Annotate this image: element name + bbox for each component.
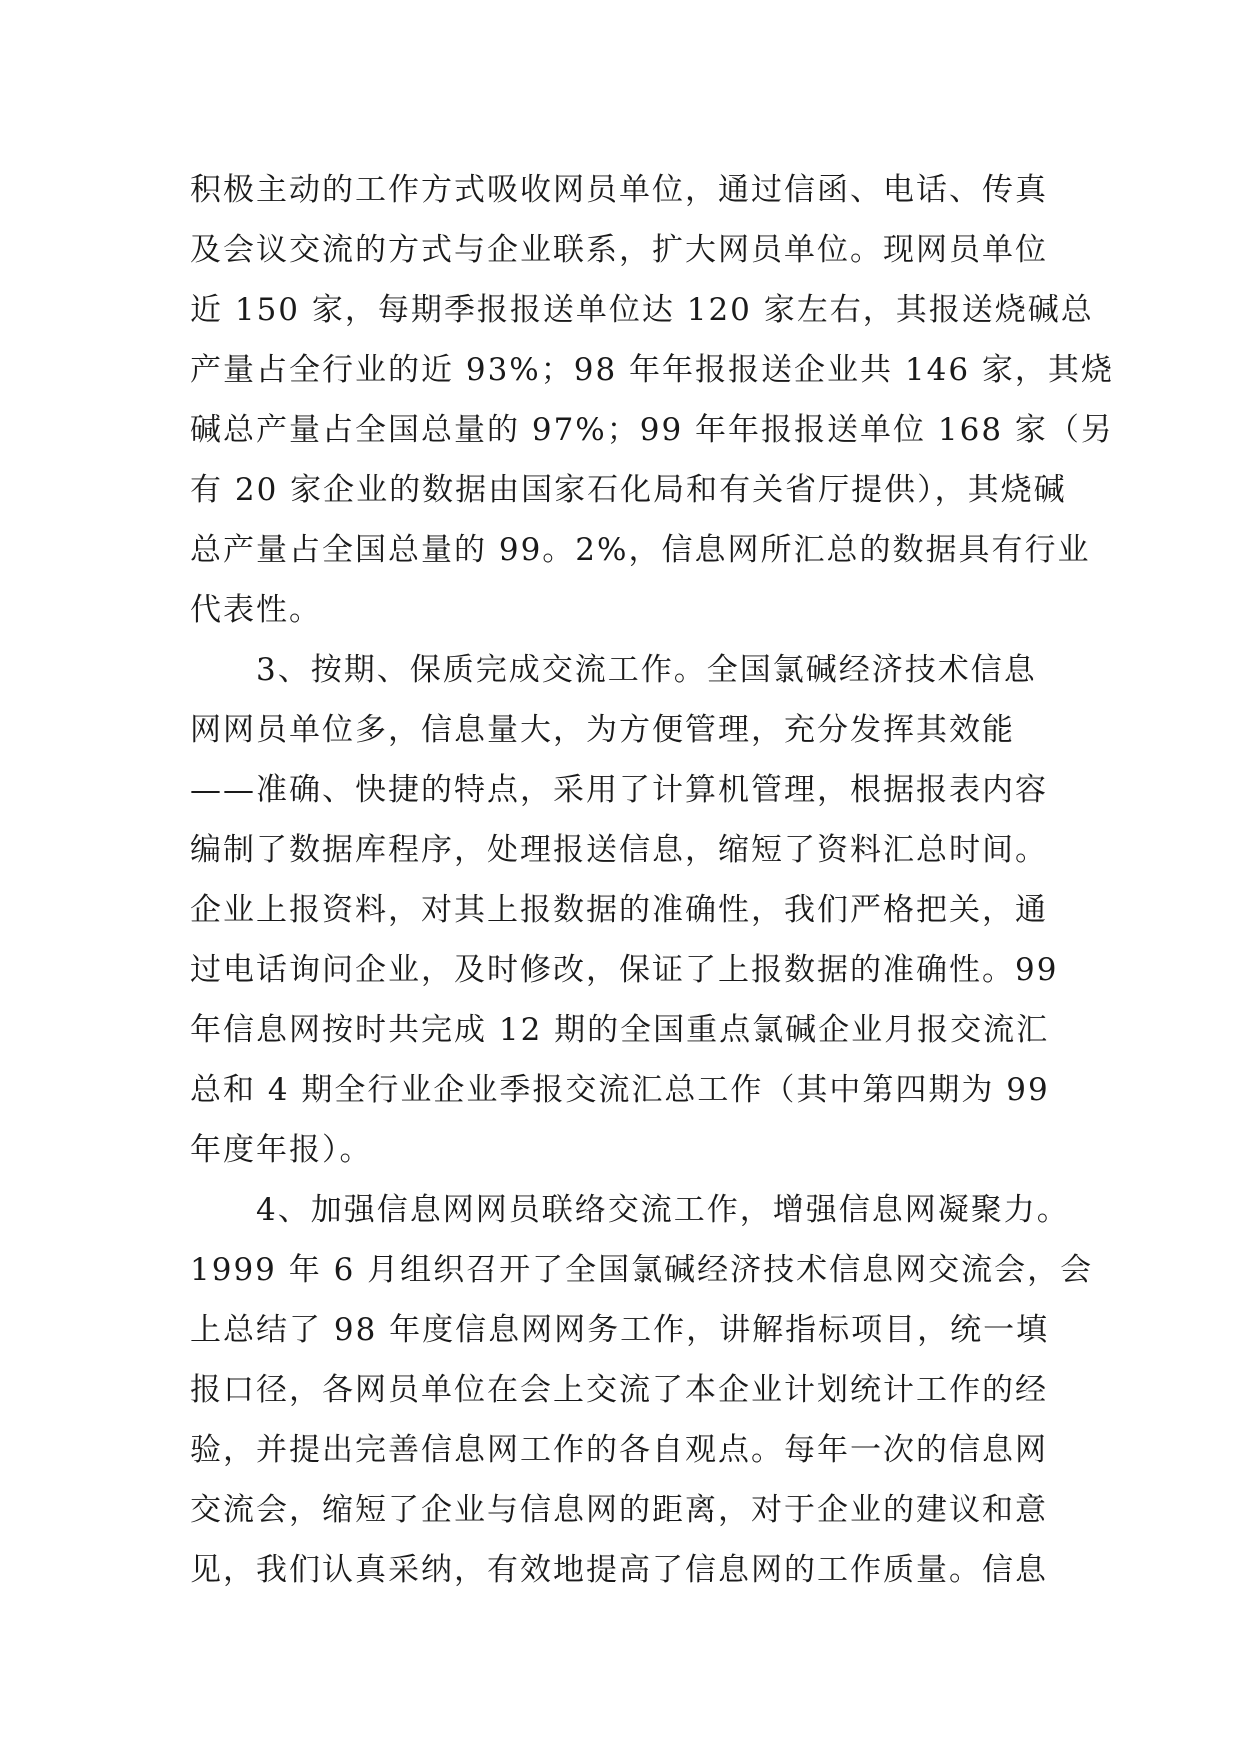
- text-line: 1999 年 6 月组织召开了全国氯碱经济技术信息网交流会，会: [190, 1252, 1094, 1288]
- text-line: 3、按期、保质完成交流工作。全国氯碱经济技术信息: [190, 652, 1037, 688]
- text-line: 代表性。: [190, 592, 322, 628]
- paragraph-2: [190, 640, 1070, 1180]
- text-line: 企业上报资料，对其上报数据的准确性，我们严格把关，通: [190, 892, 1048, 928]
- paragraph-3: [190, 1180, 1094, 1600]
- text-line: 上总结了 98 年度信息网网务工作，讲解指标项目，统一填: [190, 1312, 1050, 1348]
- text-line: 碱总产量占全国总量的 97%；99 年年报报送单位 168 家（另: [190, 412, 1114, 448]
- text-line: 4、加强信息网网员联络交流工作，增强信息网凝聚力。: [190, 1192, 1070, 1228]
- text-line: 编制了数据库程序，处理报送信息，缩短了资料汇总时间。: [190, 832, 1048, 868]
- text-line: 报口径，各网员单位在会上交流了本企业计划统计工作的经: [190, 1372, 1048, 1408]
- body-text: [190, 160, 1114, 1600]
- text-line: 总和 4 期全行业企业季报交流汇总工作（其中第四期为 99: [190, 1072, 1050, 1108]
- text-line: 交流会，缩短了企业与信息网的距离，对于企业的建议和意: [190, 1492, 1048, 1528]
- text-line: 总产量占全国总量的 99。2%，信息网所汇总的数据具有行业: [190, 532, 1091, 568]
- text-line: 年信息网按时共完成 12 期的全国重点氯碱企业月报交流汇: [190, 1012, 1050, 1048]
- text-line: 近 150 家，每期季报报送单位达 120 家左右，其报送烧碱总: [190, 292, 1094, 328]
- text-line: 网网员单位多，信息量大，为方便管理，充分发挥其效能: [190, 712, 1015, 748]
- paragraph-1: [190, 160, 1114, 640]
- text-line: 过电话询问企业，及时修改，保证了上报数据的准确性。99: [190, 952, 1059, 988]
- text-line: 年度年报）。: [190, 1132, 373, 1168]
- text-line: 及会议交流的方式与企业联系，扩大网员单位。现网员单位: [190, 232, 1048, 268]
- text-line: 验，并提出完善信息网工作的各自观点。每年一次的信息网: [190, 1432, 1048, 1468]
- text-line: 积极主动的工作方式吸收网员单位，通过信函、电话、传真: [190, 172, 1048, 208]
- text-line: ——准确、快捷的特点，采用了计算机管理，根据报表内容: [190, 772, 1048, 808]
- text-line: 产量占全行业的近 93%；98 年年报报送企业共 146 家，其烧: [190, 352, 1114, 388]
- text-line: 见，我们认真采纳，有效地提高了信息网的工作质量。信息: [190, 1552, 1048, 1588]
- text-line: 有 20 家企业的数据由国家石化局和有关省厅提供），其烧碱: [190, 472, 1067, 508]
